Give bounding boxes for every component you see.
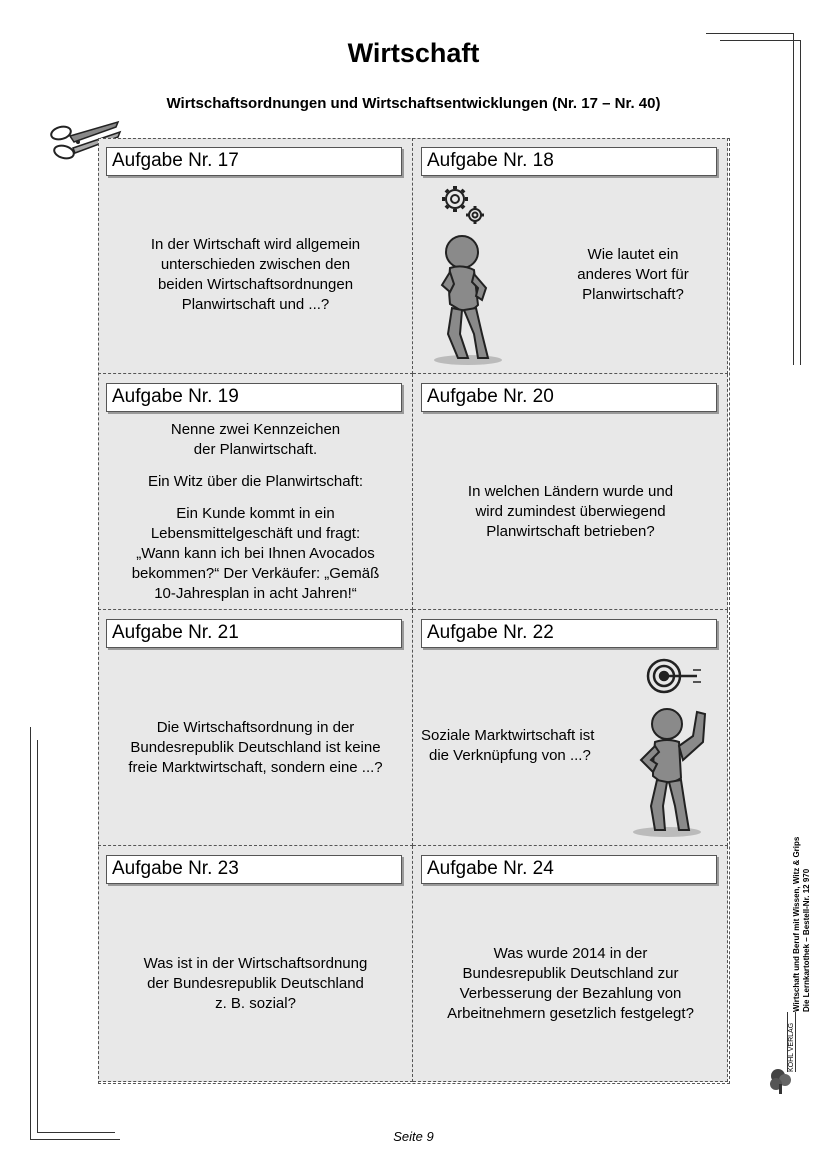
gears-icon xyxy=(437,182,489,228)
card-text-line: Lebensmittelgeschäft und fragt: xyxy=(150,525,361,542)
target-icon xyxy=(645,656,707,696)
publisher-name: KOHL VERLAG xyxy=(788,1022,795,1072)
top-right-rule xyxy=(800,40,801,365)
task-card xyxy=(413,846,728,1082)
card-text-line: Ein Witz über die Planwirtschaft: xyxy=(147,473,364,490)
page-number: Seite 9 xyxy=(393,1129,434,1144)
card-text-line: In der Wirtschaft wird allgemein xyxy=(150,236,361,253)
card-text-line: Planwirtschaft betrieben? xyxy=(486,523,655,540)
card-text-line: Die Wirtschaftsordnung in der xyxy=(156,719,355,736)
card-text-line: Bundesrepublik Deutschland zur xyxy=(462,965,679,982)
card-header: Aufgabe Nr. 18 xyxy=(421,147,717,176)
card-text xyxy=(543,245,723,305)
card-text-line: Planwirtschaft? xyxy=(582,286,684,303)
card-text xyxy=(413,944,728,1024)
card-text xyxy=(98,718,413,778)
bottom-left-rule xyxy=(37,740,38,1132)
card-text xyxy=(413,482,728,542)
card-text-line: freie Marktwirtschaft, sondern eine ...? xyxy=(128,759,383,776)
card-text-line: Nenne zwei Kennzeichen xyxy=(170,421,341,438)
success-figure-icon xyxy=(625,702,715,842)
card-text-line: „Wann kann ich bei Ihnen Avocados xyxy=(136,545,375,562)
card-header: Aufgabe Nr. 20 xyxy=(421,383,717,412)
card-text-line: Verbesserung der Bezahlung von xyxy=(459,985,682,1002)
card-header: Aufgabe Nr. 23 xyxy=(106,855,402,884)
card-text-line: Wie lautet ein xyxy=(587,246,679,263)
card-header: Aufgabe Nr. 19 xyxy=(106,383,402,412)
card-header: Aufgabe Nr. 22 xyxy=(421,619,717,648)
task-card xyxy=(98,846,413,1082)
tree-logo-icon xyxy=(768,1066,794,1096)
card-text-line: wird zumindest überwiegend xyxy=(475,503,666,520)
task-card xyxy=(413,138,728,374)
card-text-line: Was ist in der Wirtschaftsordnung xyxy=(143,955,368,972)
thinking-figure-icon xyxy=(428,230,508,370)
card-text-line: Was wurde 2014 in der xyxy=(493,945,648,962)
page-subtitle: Wirtschaftsordnungen und Wirtschaftsentwicklungen (Nr. 17 – Nr. 40) xyxy=(166,95,661,112)
task-card xyxy=(98,610,413,846)
side-credit-line: Wirtschaft und Beruf mit Wissen, Witz & Grips xyxy=(792,836,801,1012)
card-text-line: z. B. sozial? xyxy=(215,995,296,1012)
card-header: Aufgabe Nr. 21 xyxy=(106,619,402,648)
card-grid xyxy=(98,138,730,1084)
card-text-line: anderes Wort für xyxy=(577,266,689,283)
card-header: Aufgabe Nr. 24 xyxy=(421,855,717,884)
publisher-logo xyxy=(787,1012,796,1072)
side-credit-line: Die Lernkartothek – Bestell-Nr. 12 970 xyxy=(802,868,811,1012)
card-text-line: 10-Jahresplan in acht Jahren!“ xyxy=(154,585,357,602)
card-text-line: Arbeitnehmern gesetzlich festgelegt? xyxy=(447,1005,694,1022)
task-card xyxy=(413,610,728,846)
task-card xyxy=(98,374,413,610)
top-right-rule xyxy=(793,33,794,365)
card-text-line: Planwirtschaft und ...? xyxy=(181,296,330,313)
card-text-line: der Bundesrepublik Deutschland xyxy=(147,975,364,992)
card-text-line: Ein Kunde kommt in ein xyxy=(176,505,335,522)
card-text-line: der Planwirtschaft. xyxy=(193,441,318,458)
card-text-line: die Verknüpfung von ...? xyxy=(429,747,591,764)
card-header: Aufgabe Nr. 17 xyxy=(106,147,402,176)
top-right-rule xyxy=(706,33,794,34)
card-text-line: Soziale Marktwirtschaft ist xyxy=(421,727,595,744)
card-text xyxy=(98,235,413,315)
card-text-line: beiden Wirtschaftsordnungen xyxy=(157,276,354,293)
task-card xyxy=(413,374,728,610)
card-text xyxy=(98,954,413,1014)
task-card xyxy=(98,138,413,374)
page-title: Wirtschaft xyxy=(347,38,480,68)
card-text xyxy=(421,726,621,766)
card-text-line: Bundesrepublik Deutschland ist keine xyxy=(130,739,381,756)
card-text xyxy=(98,420,413,604)
card-text-line: bekommen?“ Der Verkäufer: „Gemäß xyxy=(131,565,380,582)
card-text-line: In welchen Ländern wurde und xyxy=(467,483,674,500)
card-text-line: unterschieden zwischen den xyxy=(160,256,351,273)
bottom-left-rule xyxy=(30,727,31,1139)
side-credit xyxy=(792,792,812,1012)
